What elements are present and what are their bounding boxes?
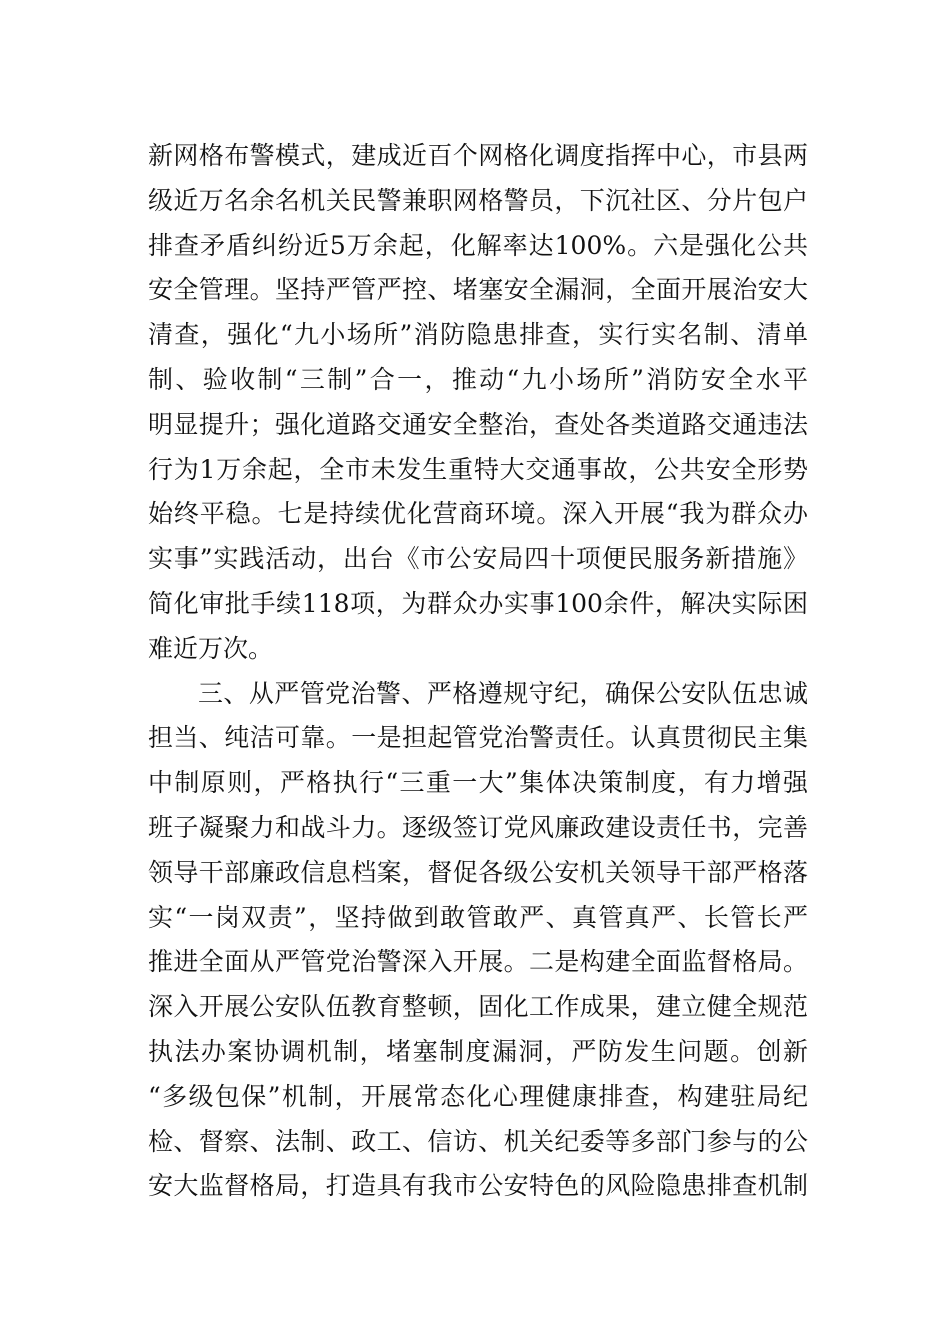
text-line: 始终平稳。七是持续优化营商环境。深入开展“我为群众办: [148, 499, 808, 529]
body-text: [148, 134, 808, 1209]
text-line: 班子凝聚力和战斗力。逐级签订党风廉政建设责任书，完善: [148, 812, 808, 842]
section-heading-line: 三、从严管党治警、严格遵规守纪，确保公安队伍忠诚: [198, 678, 808, 708]
text-line: 明显提升；强化道路交通安全整治，查处各类道路交通违法: [148, 409, 808, 439]
text-line: 安大监督格局，打造具有我市公安特色的风险隐患排查机制: [148, 1171, 808, 1201]
text-line: 排查矛盾纠纷近5万余起，化解率达100%。六是强化公共: [148, 230, 808, 260]
text-line: 中制原则，严格执行“三重一大”集体决策制度，有力增强: [148, 768, 808, 798]
text-line: 领导干部廉政信息档案，督促各级公安机关领导干部严格落: [148, 857, 808, 887]
text-line: 级近万名余名机关民警兼职网格警员，下沉社区、分片包户: [148, 185, 808, 215]
text-line: 担当、纯洁可靠。一是担起管党治警责任。认真贯彻民主集: [148, 723, 808, 753]
text-line: 清查，强化“九小场所”消防隐患排查，实行实名制、清单: [148, 320, 808, 350]
text-line: 实事”实践活动，出台《市公安局四十项便民服务新措施》: [148, 544, 808, 574]
text-line: 推进全面从严管党治警深入开展。二是构建全面监督格局。: [148, 947, 808, 977]
text-line: 简化审批手续118项，为群众办实事100余件，解决实际困: [148, 588, 808, 618]
text-line: 深入开展公安队伍教育整顿，固化工作成果，建立健全规范: [148, 992, 808, 1022]
text-line: 检、督察、法制、政工、信访、机关纪委等多部门参与的公: [148, 1126, 808, 1156]
text-line: 实“一岗双责”，坚持做到敢管敢严、真管真严、长管长严: [148, 902, 808, 932]
text-line: 安全管理。坚持严管严控、堵塞安全漏洞，全面开展治安大: [148, 275, 808, 305]
text-line: 制、验收制“三制”合一，推动“九小场所”消防安全水平: [148, 364, 808, 394]
text-line: 行为1万余起，全市未发生重特大交通事故，公共安全形势: [148, 454, 808, 484]
text-line: 新网格布警模式，建成近百个网格化调度指挥中心，市县两: [148, 141, 808, 170]
paragraph-end-line: 难近万次。: [148, 633, 274, 663]
text-line: “多级包保”机制，开展常态化心理健康排查，构建驻局纪: [148, 1081, 808, 1111]
text-line: 执法办案协调机制，堵塞制度漏洞，严防发生问题。创新: [148, 1036, 808, 1066]
